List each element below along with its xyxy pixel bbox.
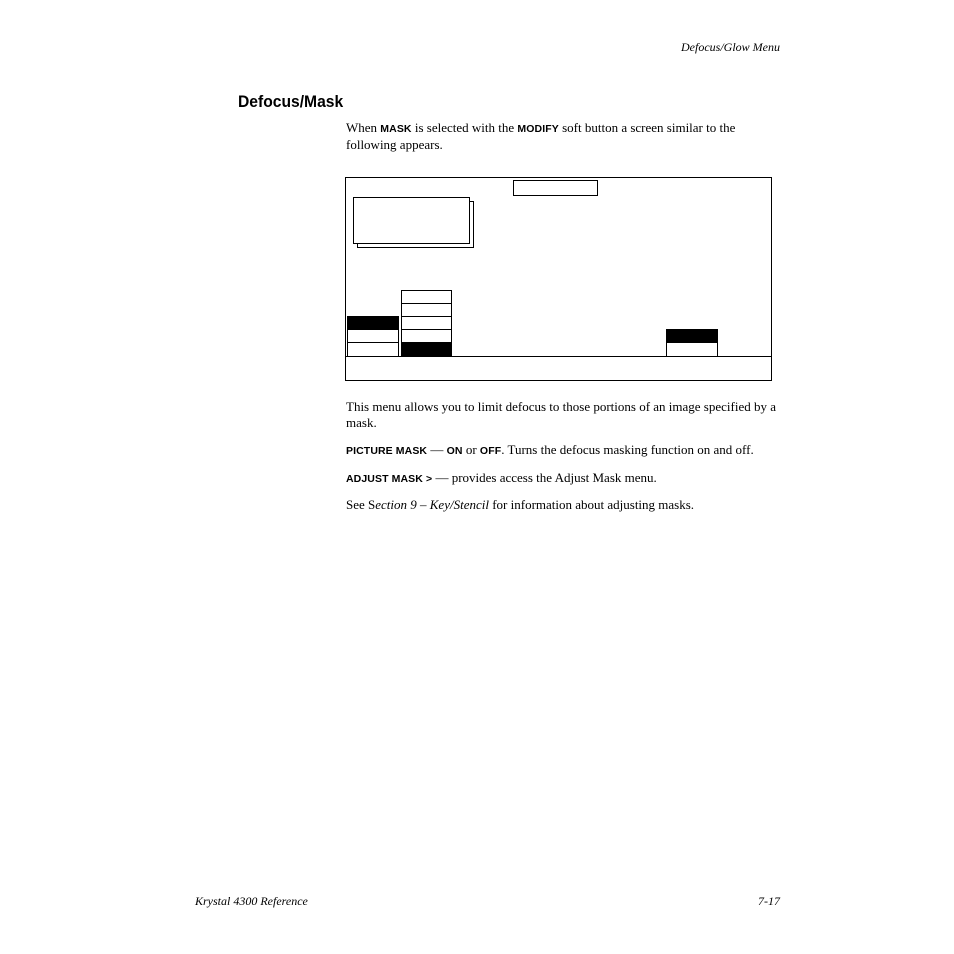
picture-mask-keyword: PICTURE MASK: [346, 445, 428, 457]
intro-text-1: When: [346, 120, 381, 135]
list-slot-2: [401, 303, 452, 317]
section-title: Defocus/Mask: [238, 92, 344, 111]
see-also-post: for information about adjusting masks.: [488, 497, 695, 512]
soft-button-bar-divider: [346, 356, 771, 357]
adjust-mask-paragraph: [346, 470, 782, 487]
intro-text-2: is selected with the: [411, 120, 518, 135]
see-also-paragraph: [346, 497, 782, 513]
intro-text-3: soft button a screen similar to the following appears.: [346, 120, 736, 152]
picture-mask-paragraph: [346, 442, 782, 459]
menu-screen-diagram: [345, 177, 772, 381]
mask-keyword: MASK: [380, 123, 412, 135]
footer-book-title: Krystal 4300 Reference: [195, 894, 308, 908]
list-slot-1: [401, 290, 452, 304]
adjust-mask-text: — provides access the Adjust Mask menu.: [432, 470, 657, 485]
picture-mask-dash: —: [427, 442, 447, 457]
running-header: Defocus/Glow Menu: [681, 40, 780, 54]
right-button-top-selected: [666, 329, 718, 343]
footer-page-number: 7-17: [758, 894, 780, 908]
list-slot-3: [401, 316, 452, 330]
see-also-pre: See S: [346, 497, 376, 512]
left-button-bottom: [347, 342, 399, 357]
left-button-middle: [347, 329, 399, 343]
screen-title-box: [513, 180, 598, 196]
modify-keyword: MODIFY: [517, 123, 559, 135]
list-slot-5-selected: [401, 342, 452, 357]
section-reference: ection 9 – Key/Stencil: [375, 497, 489, 512]
on-keyword: ON: [446, 445, 463, 457]
off-keyword: OFF: [479, 445, 502, 457]
right-button-bottom: [666, 342, 718, 357]
intro-paragraph: [346, 120, 782, 153]
info-panel: [353, 197, 470, 244]
left-button-top-selected: [347, 316, 399, 330]
description-paragraph: This menu allows you to limit defocus to those portions of an image specified by a mask.: [346, 399, 777, 430]
picture-mask-text: . Turns the defocus masking function on and off.: [501, 442, 754, 457]
list-slot-4: [401, 329, 452, 343]
adjust-mask-keyword: ADJUST MASK >: [346, 473, 433, 485]
picture-mask-or: or: [462, 442, 480, 457]
